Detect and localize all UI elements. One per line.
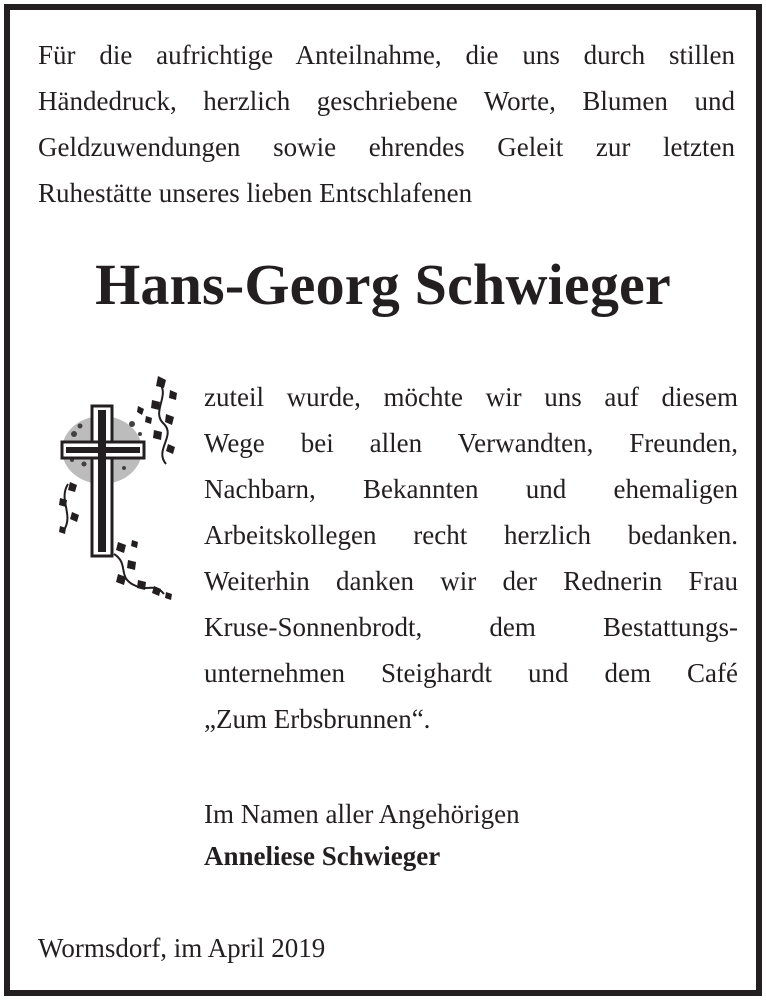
deceased-name: Hans-Georg Schwieger — [95, 252, 671, 317]
thanks-line: „Zum Erbsbrunnen“. — [204, 704, 431, 734]
signature-name: Anneliese Schwieger — [204, 841, 441, 871]
thanks-line: unternehmen Steighardt und dem Café — [204, 658, 738, 688]
cross-with-ivy-icon — [54, 364, 184, 602]
intro-line: Ruhestätte unseres lieben Entschlafenen — [38, 178, 473, 208]
intro-line: Geldzuwendungen sowie ehrendes Geleit zur letzten — [38, 132, 735, 162]
intro-paragraph — [38, 32, 735, 216]
cross-illustration — [54, 364, 184, 602]
intro-line: Händedruck, herzlich geschriebene Worte, Blumen und — [38, 86, 735, 116]
intro-line: Für die aufrichtige Anteilnahme, die uns durch stillen — [38, 40, 735, 70]
signature-intro: Im Namen aller Angehörigen — [204, 799, 520, 829]
thanks-line: Wege bei allen Verwandten, Freunden, — [204, 428, 738, 458]
thanks-line: zuteil wurde, möchte wir uns auf diesem — [204, 382, 738, 412]
thanks-line: Weiterhin danken wir der Rednerin Frau — [204, 566, 738, 596]
thanks-paragraph — [204, 374, 738, 742]
notice-frame — [4, 4, 762, 996]
thanks-line: Nachbarn, Bekannten und ehemaligen — [204, 474, 738, 504]
place-date: Wormsdorf, im April 2019 — [38, 933, 326, 963]
thanks-line: Kruse-Sonnenbrodt, dem Bestattungs- — [204, 612, 738, 642]
thanks-line: Arbeitskollegen recht herzlich bedanken. — [204, 520, 738, 550]
